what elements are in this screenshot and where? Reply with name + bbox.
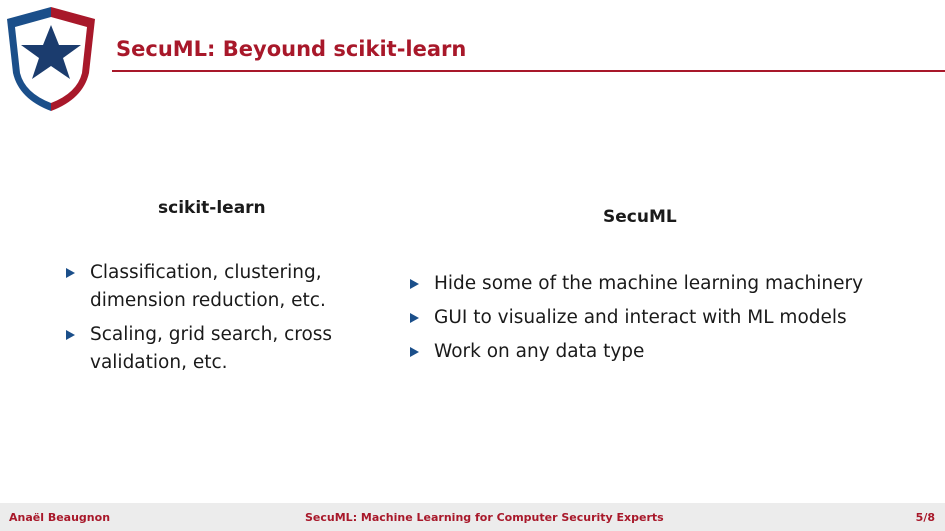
list-item-text: Hide some of the machine learning machinery bbox=[434, 273, 864, 294]
list-item-text: Scaling, grid search, cross validation, etc. bbox=[90, 324, 333, 373]
shield-star-logo bbox=[3, 3, 99, 115]
left-column-heading: scikit-learn bbox=[158, 198, 266, 218]
list-item-text: Classification, clustering, dimension reduction, etc. bbox=[90, 262, 326, 311]
list-item bbox=[66, 259, 356, 315]
right-column-heading: SecuML bbox=[603, 207, 677, 227]
footer-page-number: 5/8 bbox=[915, 511, 935, 524]
list-item bbox=[66, 321, 356, 377]
footer-author: Anaël Beaugnon bbox=[9, 511, 111, 524]
list-item-text: Work on any data type bbox=[434, 341, 645, 362]
list-item bbox=[410, 270, 890, 298]
slide-title: SecuML: Beyound scikit-learn bbox=[116, 37, 467, 61]
slide-footer bbox=[0, 503, 945, 531]
right-bullet-list bbox=[410, 270, 890, 372]
title-divider bbox=[112, 70, 945, 72]
left-bullet-list bbox=[66, 259, 356, 383]
bullet-triangle-icon bbox=[410, 347, 419, 357]
bullet-triangle-icon bbox=[66, 330, 75, 340]
list-item-text: GUI to visualize and interact with ML models bbox=[434, 307, 847, 328]
list-item bbox=[410, 338, 890, 366]
bullet-triangle-icon bbox=[410, 313, 419, 323]
footer-talk-title: SecuML: Machine Learning for Computer Security Experts bbox=[305, 511, 664, 524]
list-item bbox=[410, 304, 890, 332]
bullet-triangle-icon bbox=[410, 279, 419, 289]
bullet-triangle-icon bbox=[66, 268, 75, 278]
